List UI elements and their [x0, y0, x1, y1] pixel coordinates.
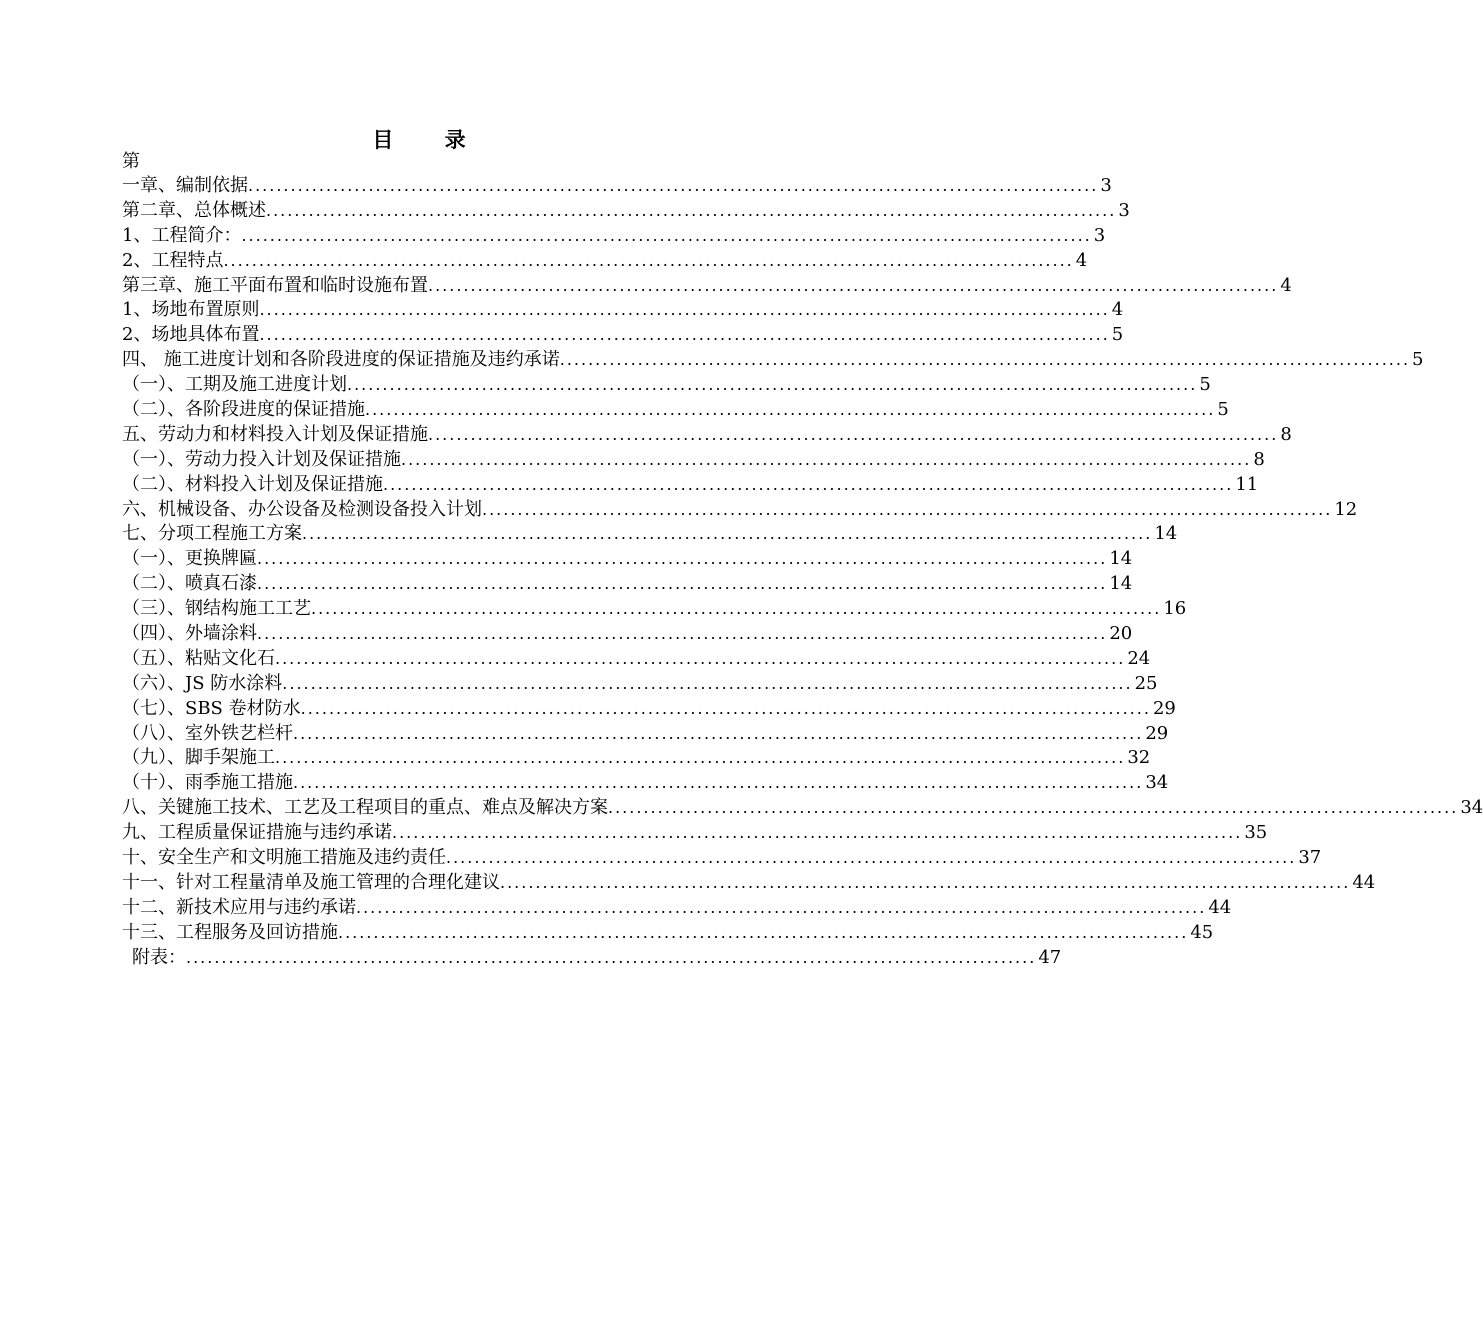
toc-entry-page-number: 34: [1460, 797, 1483, 819]
toc-entry-page-number: 8: [1280, 423, 1292, 445]
toc-entry-label: 七、分项工程施工方案: [122, 523, 302, 545]
toc-entry[interactable]: [122, 348, 1424, 373]
toc-entry-page-number: 25: [1134, 672, 1158, 694]
toc-entry-page-number: 3: [1100, 175, 1112, 196]
dot-leader: ........................................................................................................................: [241, 225, 1092, 245]
toc-entry-label: （六）、JS 防水涂料: [122, 672, 283, 694]
toc-entry-label: 十二、新技术应用与违约承诺: [122, 896, 356, 918]
toc-entry[interactable]: [122, 821, 1268, 846]
toc-entry-page-number: 14: [1109, 548, 1133, 570]
toc-entry-page-number: 5: [1412, 349, 1424, 371]
toc-entry[interactable]: [122, 722, 1169, 747]
toc-entry-page-number: 45: [1190, 921, 1214, 943]
toc-entry-page-number: 4: [1111, 299, 1124, 321]
toc-entry-page-number: 35: [1244, 822, 1268, 844]
toc-entry[interactable]: [122, 174, 1112, 199]
toc-entry-page-number: 29: [1145, 722, 1169, 744]
toc-entry[interactable]: [122, 896, 1232, 921]
toc-entry-label: （九）、脚手架施工: [122, 747, 275, 769]
toc-entry-page-number: 20: [1109, 623, 1133, 645]
toc-entry-label: （三）、钢结构施工工艺: [122, 598, 311, 620]
dot-leader: ........................................................................................................................: [293, 723, 1144, 743]
toc-entry-page-number: 5: [1199, 374, 1211, 396]
toc-entry-label: （四）、外墙涂料: [122, 623, 257, 645]
dot-leader: ........................................................................................................................: [186, 947, 1037, 967]
toc-entry-page-number: 29: [1152, 697, 1176, 719]
dot-leader: ........................................................................................................................: [282, 673, 1133, 693]
dot-leader: ........................................................................................................................: [275, 748, 1126, 768]
toc-entry-page-number: 32: [1127, 747, 1151, 769]
toc-entry-label: （一）、工期及施工进度计划: [122, 374, 347, 396]
dot-leader: ........................................................................................................................: [482, 499, 1333, 519]
toc-entry[interactable]: [122, 522, 1178, 547]
dot-leader: ........................................................................................................................: [266, 200, 1117, 220]
toc-entry-page-number: 14: [1109, 573, 1133, 595]
dot-leader: ........................................................................................................................: [302, 524, 1153, 544]
toc-entry-page-number: 24: [1127, 647, 1151, 669]
toc-entry-label: 第二章、总体概述: [122, 199, 266, 221]
toc-entry-page-number: 47: [1038, 946, 1062, 968]
dot-leader: ........................................................................................................................: [223, 250, 1074, 270]
toc-entry-label: 1、工程简介：: [122, 224, 242, 246]
dot-leader: ........................................................................................................................: [275, 648, 1126, 668]
toc-entry[interactable]: [122, 199, 1130, 224]
toc-entry[interactable]: [122, 448, 1265, 473]
toc-prefix: 第: [122, 151, 140, 172]
toc-entry[interactable]: [122, 697, 1176, 722]
dot-leader: ........................................................................................................................: [259, 325, 1110, 345]
toc-entry[interactable]: [122, 796, 1483, 821]
dot-leader: ........................................................................................................................: [259, 300, 1110, 320]
dot-leader: ........................................................................................................................: [293, 773, 1144, 793]
toc-entry[interactable]: [122, 298, 1124, 323]
dot-leader: ........................................................................................................................: [383, 474, 1234, 494]
toc-entry-label: （十）、雨季施工措施: [122, 772, 293, 794]
toc-entry-label: 2、工程特点: [122, 249, 224, 271]
toc-entry-page-number: 12: [1334, 498, 1358, 520]
toc-entry[interactable]: [122, 473, 1259, 498]
toc-entry[interactable]: [122, 498, 1358, 523]
toc-entry-page-number: 4: [1075, 249, 1088, 271]
toc-entry-label: 四、 施工进度计划和各阶段进度的保证措施及违约承诺: [122, 349, 560, 371]
toc-entry-label: 六、机械设备、办公设备及检测设备投入计划: [122, 498, 482, 520]
dot-leader: ........................................................................................................................: [338, 922, 1189, 942]
toc-entry-page-number: 8: [1253, 448, 1265, 470]
toc-entry-page-number: 37: [1298, 847, 1322, 869]
toc-entry[interactable]: [122, 622, 1133, 647]
toc-entry[interactable]: [122, 249, 1088, 274]
toc-entry-page-number: 16: [1163, 598, 1187, 620]
toc-entry[interactable]: [122, 672, 1158, 697]
dot-leader: ........................................................................................................................: [392, 823, 1243, 843]
dot-leader: ........................................................................................................................: [248, 176, 1099, 195]
toc-entry-page-number: 5: [1217, 399, 1229, 421]
toc-entry-label: 八、关键施工技术、工艺及工程项目的重点、难点及解决方案: [122, 797, 608, 819]
toc-entry-page-number: 3: [1118, 199, 1130, 221]
toc-entry-page-number: 44: [1208, 896, 1232, 918]
toc-entry[interactable]: [122, 373, 1211, 398]
toc-entry[interactable]: [122, 871, 1376, 896]
toc-entry[interactable]: [122, 224, 1106, 249]
toc-entry[interactable]: [122, 946, 1062, 971]
dot-leader: ........................................................................................................................: [428, 424, 1279, 444]
toc-entry-page-number: 14: [1154, 523, 1178, 545]
toc-entry-label: 九、工程质量保证措施与违约承诺: [122, 822, 392, 844]
dot-leader: ........................................................................................................................: [257, 574, 1108, 594]
toc-entry[interactable]: [122, 746, 1151, 771]
toc-entry-page-number: 34: [1145, 772, 1169, 794]
toc-entry[interactable]: [122, 846, 1322, 871]
dot-leader: ........................................................................................................................: [311, 599, 1162, 619]
toc-entry[interactable]: [122, 647, 1151, 672]
toc-entry[interactable]: [122, 547, 1133, 572]
toc-entry-label: （一）、更换牌匾: [122, 548, 257, 570]
toc-entries: [122, 174, 1483, 971]
toc-entry-label: （八）、室外铁艺栏杆: [122, 722, 293, 744]
toc-entry-label: 十三、工程服务及回访措施: [122, 921, 338, 943]
dot-leader: ........................................................................................................................: [257, 549, 1108, 569]
dot-leader: ........................................................................................................................: [446, 848, 1297, 868]
toc-entry-label: 1、场地布置原则: [122, 299, 260, 321]
toc-entry-page-number: 11: [1235, 473, 1259, 495]
toc-entry-label: 一章、编制依据: [122, 175, 248, 196]
toc-entry-label: （二）、材料投入计划及保证措施: [122, 473, 383, 495]
dot-leader: ........................................................................................................................: [500, 872, 1351, 892]
toc-entry[interactable]: [122, 597, 1187, 622]
table-of-contents: [122, 150, 1483, 971]
toc-entry-page-number: 44: [1352, 871, 1376, 893]
toc-entry-page-number: 3: [1093, 224, 1106, 246]
dot-leader: ........................................................................................................................: [608, 798, 1459, 818]
toc-entry[interactable]: [122, 771, 1169, 796]
dot-leader: ........................................................................................................................: [347, 375, 1198, 395]
dot-leader: ........................................................................................................................: [559, 350, 1411, 370]
toc-entry-label: 2、场地具体布置: [122, 324, 260, 346]
dot-leader: ........................................................................................................................: [428, 275, 1279, 295]
toc-entry-label: 附表：: [132, 946, 186, 968]
toc-entry[interactable]: [122, 323, 1124, 348]
toc-entry[interactable]: [122, 274, 1292, 299]
toc-entry-label: 十一、针对工程量清单及施工管理的合理化建议: [122, 871, 500, 893]
toc-entry[interactable]: [122, 921, 1214, 946]
dot-leader: ........................................................................................................................: [300, 698, 1151, 718]
toc-entry-label: 十、安全生产和文明施工措施及违约责任: [122, 847, 446, 869]
toc-entry[interactable]: [122, 423, 1292, 448]
dot-leader: ........................................................................................................................: [365, 400, 1216, 420]
toc-entry-label: （五）、粘贴文化石: [122, 647, 275, 669]
toc-entry-label: （七）、SBS 卷材防水: [122, 697, 301, 719]
toc-entry[interactable]: [122, 398, 1229, 423]
toc-entry[interactable]: [122, 572, 1133, 597]
toc-entry-label: 第三章、施工平面布置和临时设施布置: [122, 274, 428, 296]
dot-leader: ........................................................................................................................: [257, 624, 1108, 644]
toc-entry-page-number: 4: [1280, 274, 1292, 296]
toc-title: 目 录: [372, 127, 488, 152]
dot-leader: ........................................................................................................................: [356, 897, 1207, 917]
toc-entry-label: （二）、喷真石漆: [122, 573, 257, 595]
toc-entry-label: （一）、劳动力投入计划及保证措施: [122, 448, 401, 470]
toc-entry-label: （二）、各阶段进度的保证措施: [122, 399, 365, 421]
dot-leader: ........................................................................................................................: [401, 449, 1252, 469]
toc-entry-label: 五、劳动力和材料投入计划及保证措施: [122, 423, 428, 445]
toc-entry-page-number: 5: [1111, 324, 1124, 346]
